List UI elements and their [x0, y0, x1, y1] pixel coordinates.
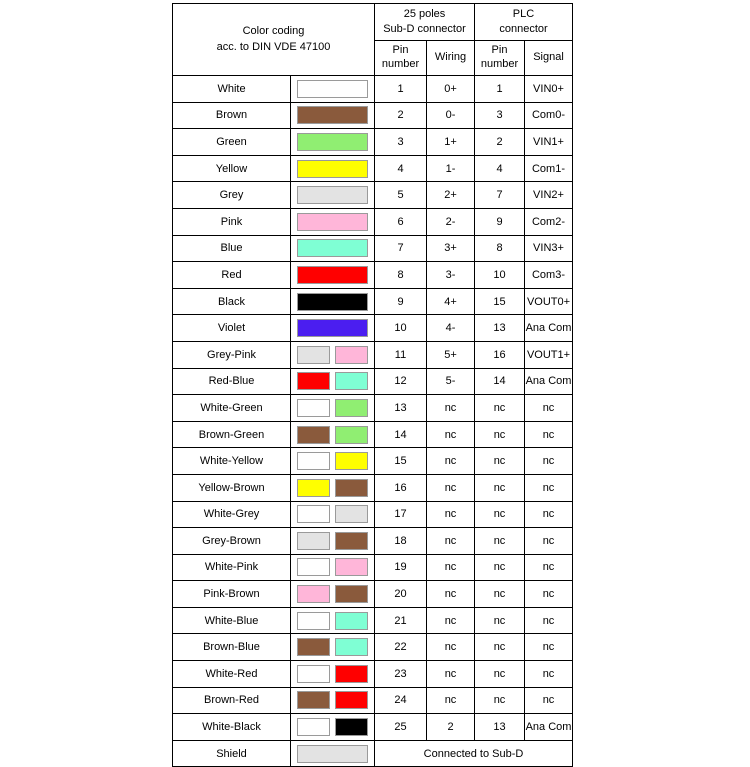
table-row — [173, 76, 573, 103]
swatch-group — [291, 745, 374, 763]
color-swatch — [335, 532, 368, 550]
signal-label: nc — [525, 607, 573, 634]
subd-pin-line2: number — [381, 58, 420, 70]
color-coding-title-cell — [173, 4, 375, 76]
table-row — [173, 607, 573, 634]
plc-pin-number: 8 — [475, 235, 525, 262]
header-row-groups — [173, 4, 573, 41]
color-swatch — [297, 665, 330, 683]
plc-pin-number: nc — [475, 554, 525, 581]
swatch-group — [291, 160, 374, 178]
color-swatch-cell — [291, 554, 375, 581]
color-swatch — [297, 186, 368, 204]
subd-pin-number: 20 — [375, 581, 427, 608]
plc-pin-number: nc — [475, 395, 525, 422]
color-swatch — [297, 399, 330, 417]
color-swatch — [297, 266, 368, 284]
plc-pin-number: 2 — [475, 129, 525, 156]
wire-color-name: Pink — [173, 208, 291, 235]
plc-pin-number: 14 — [475, 368, 525, 395]
swatch-group — [291, 372, 374, 390]
wiring-label: 0- — [427, 102, 475, 129]
wiring-label: nc — [427, 474, 475, 501]
color-swatch-cell — [291, 129, 375, 156]
plc-pin-number: 13 — [475, 315, 525, 342]
wire-color-name: Brown-Red — [173, 687, 291, 714]
wire-color-name: White-Green — [173, 395, 291, 422]
color-swatch — [335, 452, 368, 470]
signal-label: nc — [525, 661, 573, 688]
signal-label: nc — [525, 634, 573, 661]
plc-pin-number: nc — [475, 634, 525, 661]
table-row — [173, 102, 573, 129]
plc-pin-number: 1 — [475, 76, 525, 103]
wiring-label: 4+ — [427, 288, 475, 315]
table-row — [173, 235, 573, 262]
group-header-subd-line1: 25 poles — [403, 8, 446, 21]
color-swatch — [297, 452, 330, 470]
signal-label: VIN2+ — [525, 182, 573, 209]
wiring-label: nc — [427, 634, 475, 661]
plc-pin-number: nc — [475, 528, 525, 555]
swatch-group — [291, 213, 374, 231]
wiring-label: nc — [427, 554, 475, 581]
swatch-group — [291, 346, 374, 364]
color-swatch — [335, 479, 368, 497]
subd-pin-number: 5 — [375, 182, 427, 209]
swatch-group — [291, 426, 374, 444]
table-row — [173, 262, 573, 289]
subd-pin-line1: Pin — [392, 44, 409, 57]
color-swatch — [335, 399, 368, 417]
subd-pin-number: 7 — [375, 235, 427, 262]
color-swatch-cell — [291, 235, 375, 262]
plc-pin-number: nc — [475, 421, 525, 448]
group-header-subd — [375, 4, 475, 41]
signal-label: Com0- — [525, 102, 573, 129]
color-swatch — [335, 426, 368, 444]
swatch-group — [291, 399, 374, 417]
color-swatch — [297, 160, 368, 178]
color-swatch-cell — [291, 528, 375, 555]
table-row — [173, 208, 573, 235]
color-swatch — [297, 346, 330, 364]
color-swatch-cell — [291, 182, 375, 209]
wire-color-name: Red-Blue — [173, 368, 291, 395]
color-coding-line1: Color coding — [242, 24, 305, 37]
wiring-label: 4- — [427, 315, 475, 342]
plc-pin-number: 10 — [475, 262, 525, 289]
color-swatch — [297, 372, 330, 390]
table-row — [173, 634, 573, 661]
subd-pin-number: 12 — [375, 368, 427, 395]
plc-pin-line1: Pin — [491, 44, 508, 57]
wiring-label: nc — [427, 448, 475, 475]
plc-pin-number: 4 — [475, 155, 525, 182]
color-swatch — [297, 426, 330, 444]
wiring-label: 2- — [427, 208, 475, 235]
table-row — [173, 714, 573, 741]
plc-pin-number: nc — [475, 448, 525, 475]
color-swatch-cell — [291, 474, 375, 501]
color-swatch — [297, 612, 330, 630]
table-row — [173, 687, 573, 714]
subd-pin-number: 9 — [375, 288, 427, 315]
table-row — [173, 315, 573, 342]
group-header-plc-line2: connector — [499, 23, 548, 35]
swatch-group — [291, 479, 374, 497]
color-coding-table — [172, 3, 573, 767]
wire-color-name: Red — [173, 262, 291, 289]
table-row — [173, 288, 573, 315]
swatch-group — [291, 239, 374, 257]
swatch-group — [291, 638, 374, 656]
subd-pin-number: 4 — [375, 155, 427, 182]
table-row — [173, 448, 573, 475]
signal-label: nc — [525, 474, 573, 501]
wire-color-name: Blue — [173, 235, 291, 262]
color-swatch-cell — [291, 607, 375, 634]
swatch-group — [291, 665, 374, 683]
color-swatch-cell — [291, 102, 375, 129]
color-swatch-cell — [291, 262, 375, 289]
column-header-subd-pin-number — [375, 41, 427, 76]
shield-note: Connected to Sub-D — [375, 740, 573, 767]
swatch-group — [291, 186, 374, 204]
table-row — [173, 341, 573, 368]
signal-label: Ana Com — [525, 315, 573, 342]
wiring-label: 2+ — [427, 182, 475, 209]
color-swatch — [335, 638, 368, 656]
wiring-label: nc — [427, 395, 475, 422]
color-swatch-cell — [291, 448, 375, 475]
subd-pin-number: 10 — [375, 315, 427, 342]
wiring-label: 5+ — [427, 341, 475, 368]
table-row-shield — [173, 740, 573, 767]
swatch-group — [291, 691, 374, 709]
color-swatch — [297, 532, 330, 550]
signal-label: VIN1+ — [525, 129, 573, 156]
color-swatch-cell — [291, 740, 375, 767]
color-swatch-cell — [291, 315, 375, 342]
table-row — [173, 421, 573, 448]
color-swatch — [297, 213, 368, 231]
color-swatch-cell — [291, 208, 375, 235]
plc-pin-number: nc — [475, 687, 525, 714]
wiring-label: 0+ — [427, 76, 475, 103]
wire-color-name: Pink-Brown — [173, 581, 291, 608]
table-body — [173, 76, 573, 767]
signal-label: VIN0+ — [525, 76, 573, 103]
signal-label: nc — [525, 395, 573, 422]
color-swatch — [297, 293, 368, 311]
wire-color-name: Yellow-Brown — [173, 474, 291, 501]
subd-pin-number: 8 — [375, 262, 427, 289]
plc-pin-number: 16 — [475, 341, 525, 368]
wiring-label: nc — [427, 661, 475, 688]
wiring-label: nc — [427, 528, 475, 555]
subd-pin-number: 14 — [375, 421, 427, 448]
subd-pin-number: 25 — [375, 714, 427, 741]
color-swatch — [297, 638, 330, 656]
wiring-label: 3+ — [427, 235, 475, 262]
table-row — [173, 368, 573, 395]
subd-pin-number: 13 — [375, 395, 427, 422]
wire-color-name: White-Yellow — [173, 448, 291, 475]
column-header-signal: Signal — [525, 41, 573, 76]
wiring-label: nc — [427, 421, 475, 448]
color-swatch — [335, 612, 368, 630]
table-row — [173, 661, 573, 688]
wire-color-name: Grey — [173, 182, 291, 209]
subd-pin-number: 11 — [375, 341, 427, 368]
subd-pin-number: 15 — [375, 448, 427, 475]
wire-color-name: Shield — [173, 740, 291, 767]
plc-pin-number: 13 — [475, 714, 525, 741]
plc-pin-number: nc — [475, 581, 525, 608]
table-row — [173, 581, 573, 608]
color-swatch — [297, 558, 330, 576]
wire-color-name: Brown-Blue — [173, 634, 291, 661]
plc-pin-number: 15 — [475, 288, 525, 315]
subd-pin-number: 22 — [375, 634, 427, 661]
wire-color-name: White-Pink — [173, 554, 291, 581]
color-swatch-cell — [291, 155, 375, 182]
color-swatch — [297, 106, 368, 124]
signal-label: nc — [525, 554, 573, 581]
group-header-subd-line2: Sub-D connector — [383, 23, 466, 35]
signal-label: nc — [525, 581, 573, 608]
wiring-label: nc — [427, 607, 475, 634]
table-row — [173, 129, 573, 156]
color-swatch-cell — [291, 661, 375, 688]
wire-color-name: White-Black — [173, 714, 291, 741]
color-swatch — [297, 585, 330, 603]
swatch-group — [291, 452, 374, 470]
subd-pin-number: 3 — [375, 129, 427, 156]
plc-pin-number: nc — [475, 661, 525, 688]
wire-color-name: Green — [173, 129, 291, 156]
color-swatch — [297, 133, 368, 151]
wiring-label: 1+ — [427, 129, 475, 156]
signal-label: nc — [525, 421, 573, 448]
subd-pin-number: 16 — [375, 474, 427, 501]
color-swatch — [297, 505, 330, 523]
wiring-label: nc — [427, 581, 475, 608]
table-row — [173, 395, 573, 422]
color-swatch-cell — [291, 341, 375, 368]
subd-pin-number: 23 — [375, 661, 427, 688]
subd-pin-number: 1 — [375, 76, 427, 103]
signal-label: nc — [525, 687, 573, 714]
color-swatch — [297, 239, 368, 257]
wiring-label: 3- — [427, 262, 475, 289]
swatch-group — [291, 532, 374, 550]
signal-label: nc — [525, 448, 573, 475]
group-header-plc — [475, 4, 573, 41]
table-header — [173, 4, 573, 76]
subd-pin-number: 6 — [375, 208, 427, 235]
color-swatch-cell — [291, 687, 375, 714]
signal-label: nc — [525, 528, 573, 555]
color-swatch — [297, 319, 368, 337]
color-swatch-cell — [291, 581, 375, 608]
table-row — [173, 182, 573, 209]
wire-color-name: Brown — [173, 102, 291, 129]
signal-label: Com1- — [525, 155, 573, 182]
color-swatch — [335, 505, 368, 523]
swatch-group — [291, 505, 374, 523]
plc-pin-number: nc — [475, 501, 525, 528]
swatch-group — [291, 585, 374, 603]
column-header-plc-pin-number — [475, 41, 525, 76]
plc-pin-number: nc — [475, 607, 525, 634]
table-row — [173, 501, 573, 528]
color-swatch — [335, 665, 368, 683]
color-swatch — [297, 80, 368, 98]
plc-pin-number: nc — [475, 474, 525, 501]
wiring-label: 5- — [427, 368, 475, 395]
column-header-wiring: Wiring — [427, 41, 475, 76]
table-row — [173, 554, 573, 581]
swatch-group — [291, 133, 374, 151]
swatch-group — [291, 80, 374, 98]
color-swatch-cell — [291, 368, 375, 395]
swatch-group — [291, 612, 374, 630]
swatch-group — [291, 106, 374, 124]
wire-color-name: Violet — [173, 315, 291, 342]
wire-color-name: Grey-Brown — [173, 528, 291, 555]
wire-color-name: White — [173, 76, 291, 103]
plc-pin-line2: number — [480, 58, 519, 70]
plc-pin-number: 3 — [475, 102, 525, 129]
subd-pin-number: 19 — [375, 554, 427, 581]
wire-color-name: White-Red — [173, 661, 291, 688]
color-swatch-cell — [291, 395, 375, 422]
signal-label: VOUT0+ — [525, 288, 573, 315]
color-swatch-cell — [291, 634, 375, 661]
signal-label: VIN3+ — [525, 235, 573, 262]
color-swatch — [335, 718, 368, 736]
wire-color-name: White-Grey — [173, 501, 291, 528]
color-swatch — [297, 691, 330, 709]
plc-pin-number: 7 — [475, 182, 525, 209]
color-swatch — [297, 479, 330, 497]
color-swatch — [335, 691, 368, 709]
subd-pin-number: 18 — [375, 528, 427, 555]
table-row — [173, 155, 573, 182]
wiring-label: nc — [427, 501, 475, 528]
color-swatch — [335, 346, 368, 364]
swatch-group — [291, 266, 374, 284]
table-row — [173, 528, 573, 555]
color-swatch-cell — [291, 501, 375, 528]
signal-label: Com2- — [525, 208, 573, 235]
color-swatch-cell — [291, 76, 375, 103]
color-swatch-cell — [291, 421, 375, 448]
signal-label: VOUT1+ — [525, 341, 573, 368]
group-header-plc-line1: PLC — [512, 8, 535, 21]
wire-color-name: Yellow — [173, 155, 291, 182]
signal-label: nc — [525, 501, 573, 528]
swatch-group — [291, 558, 374, 576]
color-coding-line2: acc. to DIN VDE 47100 — [216, 40, 331, 53]
signal-label: Ana Com — [525, 714, 573, 741]
table-row — [173, 474, 573, 501]
swatch-group — [291, 319, 374, 337]
subd-pin-number: 21 — [375, 607, 427, 634]
wire-color-name: White-Blue — [173, 607, 291, 634]
plc-pin-number: 9 — [475, 208, 525, 235]
signal-label: Com3- — [525, 262, 573, 289]
color-swatch-cell — [291, 714, 375, 741]
swatch-group — [291, 293, 374, 311]
color-swatch — [335, 558, 368, 576]
wiring-label: 2 — [427, 714, 475, 741]
color-swatch — [297, 718, 330, 736]
signal-label: Ana Com — [525, 368, 573, 395]
color-swatch-cell — [291, 288, 375, 315]
subd-pin-number: 24 — [375, 687, 427, 714]
wiring-label: 1- — [427, 155, 475, 182]
subd-pin-number: 2 — [375, 102, 427, 129]
wiring-label: nc — [427, 687, 475, 714]
wire-color-name: Black — [173, 288, 291, 315]
wire-color-name: Grey-Pink — [173, 341, 291, 368]
swatch-group — [291, 718, 374, 736]
subd-pin-number: 17 — [375, 501, 427, 528]
color-swatch — [297, 745, 368, 763]
color-swatch — [335, 372, 368, 390]
color-swatch — [335, 585, 368, 603]
wire-color-name: Brown-Green — [173, 421, 291, 448]
